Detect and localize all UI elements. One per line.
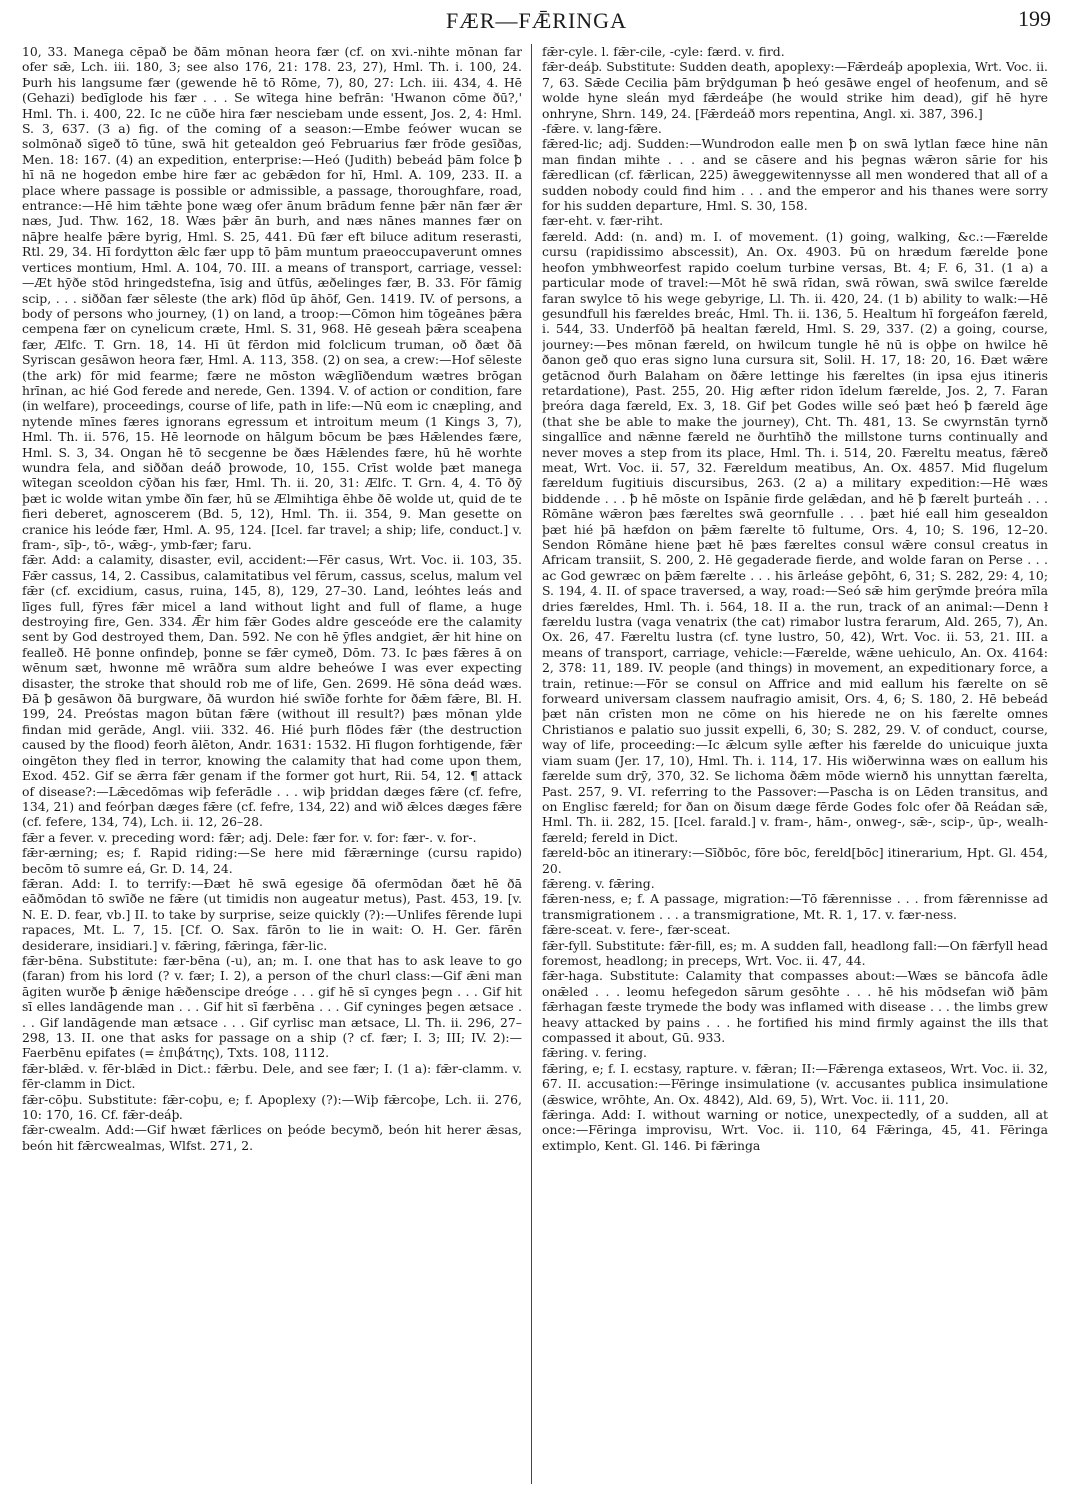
dictionary-entry: fǣringa. Add: I. without warning or notice, unexpectedly, of a sudden, all at once:—Fēringa improvisu, Wrt. Voc. ii. 110, 64 Fǣringa, 45, 41. Fēringa extimplo, Kent. Gl. 146. Þi fǣringa [542,1107,1048,1153]
dictionary-entry: fǣr-cōþu. Substitute: fǣr-coþu, e; f. Apoplexy (?):—Wiþ fǣrcoþe, Lch. ii. 276, 10: 170, 16. Cf. fǣr-deáþ. [22,1091,522,1123]
dictionary-entry: fǣr-bēna. Substitute: fær-bēna (-u), an; m. I. one that has to ask leave to go (faran) from his lord (? v. fær; I. 2), a person of the churl class:—Gif ǣni man āgiten wurðe ꝥ ǣnige hǣðenscipe dreóge . . . gif hē sī cynges þegn . . . Gif hit sī elles landāgende man . . . Gif hit sī færbēna . . . Gif cyninges þegen ætsace . . . Gif landāgende man ætsace . . . Gif cyrlisc man ætsace, Ll. Th. ii. 296, 27–298, 13. II. one that asks for passage on a ship (? cf. fær; I. 3; III; IV. 2):—Faerbēnu epifates (= ἐπιβάτης), Txts. 108, 1112. [22,952,522,1061]
dictionary-entry: fǣr-deáþ. Substitute: Sudden death, apoplexy:—Fǣrdeáþ apoplexia, Wrt. Voc. ii. 7, 63. Sǣde Cecilia þām brȳdguman ꝥ heó gesāwe engel of heofenum, and sē wolde hyne sleán myd fǣrdeáþe (he would strike him dead), gif hē hyre onhryne, Shrn. 149, 24. [Fǣrdeáð mors repentina, Angl. xi. 387, 396.] [542,59,1048,121]
dictionary-entry: -fǣre. v. lang-fǣre. [542,121,662,137]
entry-continuation: 10, 33. Manega cēpað be ðām mōnan heora fær (cf. on xvi.-nihte mōnan far ofer sǣ, Lch. iii. 180, 3; see also 176, 21: 178. 23, 27), Hml. Th. i. 100, 24. Þurh his langsume fær (gewende hē tō Rōme, 7), 80, 27: Lch. iii. 434, 4. Hē (Gehazi) bedīglode his fær . . . Se wītega hine befrān: 'Hwanon cōme ðū?,' Hml. Th. i. 400, 22. Ic ne cūðe hira fær nesciebam unde essent, Jos. 2, 4: Hml. S. 3, 637. (3 a) fig. of the coming of a season:—Embe feówer wucan se solmōnað sīgeð tō tūne, swā hit getealdon geó Februarius fær frōde gesīðas, Men. 18: 167. (4) an expedition, enterprise:—Heó (Judith) bebeád þām folce ꝥ hī nā ne hogedon embe hire fær ac gebǣdon for hī, Hml. A. 109, 233. II. a place where passage is possible or admissible, a passage, thoroughfare, road, entrance:—Hē him tǣhte þone wæg ofer ānum brādum fenne þǣr nān fær ǣr næs, Jud. Thw. 162, 18. Wæs þǣr ān burh, and næs nānes mannes fær on nāþre healfe þǣre byrig, Hml. S. 25, 441. Ðū fær eft biluce aditum reserasti, Rtl. 29, 34. Hī fordytton ǣlc fær upp tō þām muntum praeoccupaverunt omnes vertices montium, Hml. A. 104, 70. III. a means of transport, carriage, vessel:—Æt hȳðe stōd hringedstefna, īsig and ūtfūs, æðelinges fær, B. 33. Fōr fāmig scip, . . . siððan fær sēleste (the ark) flōd ūp āhōf, Gen. 1419. IV. of persons, a body of persons who journey, (1) on land, a troop:—Cōmon him tōgeānes þǣra cempena fær on cynelicum cræte, Hml. S. 31, 968. Hē geseah þǣra sceaþena fær, Ælfc. T. Grn. 18, 14. Hī ūt fērdon mid folclicum truman, oð ðæt ðā Syriscan gesāwon heora fær, Hml. A. 113, 358. (2) on sea, a crew:—Hof sēleste (the ark) fōr mid fearme; fære ne mōston wǣglīðendum wætres brōgan hrīnan, ac hié God ferede and nerede, Gen. 1394. V. of action or condition, fare (in welfare), proceedings, course of life, path in life:—Nū eom ic cnæpling, and nytende mīnes færes ignorans egressum et introitum meum (1 Kings 3, 7), Hml. Th. ii. 576, 15. Hē leornode on hālgum bōcum be þæs Hǣlendes fære, Hml. S. 3, 34. Ongan hē tō secgenne be ðæs Hǣlendes fære, hū hē worhte wundra fela, and siððan deáð þrowode, 10, 155. Crīst wolde þæt manega wītegan sceoldon cȳðan his fær, Hml. Th. ii. 20, 31: Ælfc. T. Grn. 4, 4. Tō ðȳ þæt ic wolde witan ymbe ðīn fær, hū se Ælmihtiga ēhbe ðē wolde ut, quid de te fieri deberet, agnoscerem (Bd. 5, 12), Hml. Th. ii. 354, 9. Man gesette on cranice his leóde fær, Hml. A. 95, 124. [Icel. far travel; a ship; life, conduct.] v. fram-, sīþ-, tō-, wǣg-, ymb-fær; faru. [22,44,522,552]
left-column [22,44,522,1484]
running-head: FÆR—FǢRINGA [446,8,627,33]
dictionary-entry: fǣr. Add: a calamity, disaster, evil, accident:—Fēr casus, Wrt. Voc. ii. 103, 35. Fǣr cassus, 14, 2. Cassibus, calamitatibus vel fērum, cassus, scelus, malum vel fǣr (cf. excidium, casus, ruina, 145, 8), 129, 27–30. Land, leóhtes leás and līges full, fȳres fǣr micel a land without light and full of flame, a huge destroying fire, Gen. 334. Ǣr him fǣr Godes aldre gesceóde ere the calamity sent by God destroyed them, Dan. 592. Ne con hē ȳfles andgiet, ǣr hit hine on fealleð. Hē þonne onfindeþ, þonne se fǣr cymeð, Dōm. 73. Ic þæs fǣres ā on wēnum sæt, hwonne mē wrāðra sum aldre beheówe I was ever expecting disaster, the stroke that should rob me of life, Gen. 2699. Hē sōna deád wæs. Ðā ꝥ gesāwon ðā burgware, ðā wurdon hié swīðe forhte for ðǣm fǣre, Bl. H. 199, 24. Preóstas magon būtan fǣre (without ill result?) þæs mōnan ylde findan mid gerāde, Angl. viii. 332. 46. Hié þurh flōdes fǣr (the destruction caused by the flood) feorh ālēton, Andr. 1631: 1532. Hī flugon forhtigende, fǣr oingēton they fled in terror, knowing the calamity that had come upon them, Exod. 452. Gif se ǣrra fǣr genam if the former got hurt, Rii. 54, 12. ¶ attack of disease?:—Lǣcedōmas wiþ feferādle . . . wiþ þriddan dæges fǣre (cf. fefre, 134, 21) and feórþan dæges fǣre (cf. fefre, 134, 22) and wið ǣlces dæges fǣre (cf. fefere, 134, 74), Lch. ii. 12, 26–28. [22,552,522,830]
dictionary-entry: fǣred-lic; adj. Sudden:—Wundrodon ealle men ꝥ on swā lytlan fæce hine nān man findan mihte . . . and se cāsere and his þegnas wǣron sārie for his fǣredlican (cf. fǣrlican, 225) āweggewitennysse all men wondered that all of a sudden nobody could find him . . . and the emperor and his thanes were sorry for his sudden departure, Hml. S. 30, 158. [542,136,1048,214]
dictionary-entry: fær-eht. v. fær-riht. [542,213,664,229]
dictionary-entry: fǣr-haga. Substitute: Calamity that compasses about:—Wæs se bāncofa ādle onǣled . . . leomu hefegedon sārum gesōhte . . . hē his mōdsefan wið þām fǣrhagan fæste trymede the body was inflamed with disease . . . the limbs grew heavy attacked by pains . . . he fortified his mind firmly against the ills that compassed it about, Gū. 933. [542,968,1048,1045]
page-number: 199 [1018,6,1051,31]
dictionary-entry: fǣren-ness, e; f. A passage, migration:—Tō fǣrennisse . . . from fǣrennisse ad transmigrationem . . . a transmigratione, Mt. R. 1, 17. v. fær-ness. [542,891,1048,922]
page-header [0,4,1073,36]
dictionary-entry: fǣr-cyle. l. fǣr-cile, -cyle: færd. v. fird. [542,44,785,59]
dictionary-entry: færeld. Add: (n. and) m. I. of movement. (1) going, walking, &c.:—Færelde cursu (rapidissimo abscessit), An. Ox. 4903. Þū on hrædum færelde þone heofon ymbhweorfest rapido coelum turbine versas, Bt. 4; F. 6, 31. (1 a) a particular mode of travel:—Mōt hē swā rīdan, swā rōwan, swā swilce færelde faran swylce tō his wege gebyrige, Ll. Th. ii. 420, 24. (1 b) ability to walk:—Hē gesundfull his færeldes breác, Hml. Th. ii. 136, 5. Healtum hī forgeáfon færeld, i. 544, 33. Underfōð þā healtan færeld, Hml. S. 29, 337. (2) a going, course, journey:—Þes mōnan færeld, on hwilcum tungle hē nū is oþþe on hwilce hē ðanon geð quo eras signo luna cursura sit, Solil. H. 17, 18: 20, 16. Ðæt wǣre getācnod ðurh Balaham on ðǣre lettinge his færeltes (in ipsa ejus itineris retardatione), Past. 255, 20. Hig æfter ridon īdelum færelde, Jos. 2, 7. Faran þreóra daga færeld, Ex. 3, 18. Gif þet Godes wille seó þæt heó ꝥ færeld āge (that she be able to make the journey), Cht. Th. 481, 13. Se cwyrnstān tyrnð singallīce and nǣnne færeld ne ðurhtīhð the millstone turns continually and never moves a step from its place, Hml. Th. i. 514, 20. Færeltu meatus, fǣreð meat, Wrt. Voc. ii. 57, 32. Færeldum meatibus, An. Ox. 4857. Mid flugelum færeldum fugitiuis discursibus, 263. (2 a) a military expedition:—Hē wæs biddende . . . ꝥ hē mōste on Ispānie firde gelǣdan, and hē ꝥ færelt þurteáh . . . Rōmāne wǣron þæs færeltes swā geornfulle . . . þæt hié eall him gesealdon þæt hié þā hæfdon on þǣm færelte tō fultume, Ors. 4, 10; S. 196, 12–20. Sendon Rōmāne hiene þæt hē þæs færeltes consul wǣre consul creatus in Africam transiit, S. 200, 2. Hē gegaderade fierde, and wolde faran on Perse . . . ac God gewræc on þǣm færelte . . . his ārleáse geþōht, 6, 31; S. 282, 29: 4, 10; S. 194, 4. II. of space traversed, a way, road:—Seó sǣ him gerȳmde þreóra mīla dries færeldes, Hml. Th. i. 564, 18. II a. the run, track of an animal:—Denn ł færeldu lustra (vaga venatrix (the cat) rimabor lustra ferarum, Ald. 265, 7), An. Ox. 26, 47. Færeltu lustra (cf. tyne lustro, 50, 42), Wrt. Voc. ii. 53, 21. III. a means of transport, carriage, vehicle:—Færelde, wǣne uehiculo, An. Ox. 4164: 2, 378: 11, 189. IV. people (and things) in movement, an expeditionary force, a train, retinue:—Fōr se consul on Affrice and mid eallum his færelte on sē forweard universam classem naufragio amisit, Ors. 4, 6; S. 180, 2. Hē bebeád þæt nān crīsten mon ne cōme on his hierede ne on his færelte omnes Christianos e palatio suo jussit expelli, 6, 30; S. 282, 29. V. of conduct, course, way of life, proceeding:—Ic ǣlcum sylle æfter his færelde do unicuique juxta viam suam (Jer. 17, 10), Hml. Th. i. 114, 17. His wiðerwinna wæs on eallum his færelde sum drȳ, 370, 32. Se lichoma ðǣm mōde wiernð his unnyttan færelta, Past. 257, 9. VI. referring to the Passover:—Pascha is on Lēden transitus, and on Englisc færeld; for ðan on ðisum dæge fērde Godes folc ofer ðā Reádan sǣ, Hml. Th. ii. 282, 15. [Icel. farald.] v. fram-, hām-, onweg-, sǣ-, scip-, ūp-, wealh-færeld; fereld in Dict. [542,228,1048,845]
dictionary-entry: fǣring. v. fering. [542,1045,647,1061]
dictionary-entry: fǣring, e; f. I. ecstasy, rapture. v. fǣran; II:—Fǣrenga extaseos, Wrt. Voc. ii. 32, 67. II. accusation:—Fēringe insimulatione (v. accusantes publica insimulatione (ǣswice, wrōhte, An. Ox. 4842), Ald. 69, 5), Wrt. Voc. ii. 111, 20. [542,1060,1048,1107]
dictionary-entry: fǣr-fyll. Substitute: fǣr-fill, es; m. A sudden fall, headlong fall:—On fǣrfyll head foremost, headlong; in preceps, Wrt. Voc. ii. 47, 44. [542,937,1048,968]
dictionary-entry: fǣr-ærning; es; f. Rapid riding:—Se here mid fǣrærninge (cursu rapido) becōm tō sumre eá, Gr. D. 14, 24. [22,845,522,876]
dictionary-entry: fǣre-sceat. v. fere-, fær-sceat. [542,922,731,938]
dictionary-entry: fǣreng. v. fǣring. [542,875,655,891]
right-column [542,44,1048,1484]
column-divider [531,44,532,1484]
dictionary-entry: færeld-bōc an itinerary:—Sīðbōc, fōre bōc, fereld[bōc] itinerarium, Hpt. Gl. 454, 20. [542,845,1048,876]
dictionary-entry: fǣr-blǣd. v. fēr-blǣd in Dict.: fǣrbu. Dele, and see fær; I. (1 a): fǣr-clamm. v. fēr-clamm in Dict. [22,1060,522,1092]
dictionary-entry: fǣran. Add: I. to terrify:—Ðæt hē swā egesige ðā ofermōdan ðæt hē ðā eāðmōdan tō swīðe ne fǣre (ut timidis non augeatur metus), Past. 453, 19. [v. N. E. D. fear, vb.] II. to take by surprise, seize quickly (?):—Unlifes fērende lupi rapaces, Mt. L. 7, 15. [Cf. O. Sax. fārōn to lie in wait: O. H. Ger. fārēn desiderare, insidiari.] v. fǣring, fǣringa, fǣr-lic. [22,875,522,953]
dictionary-entry: fǣr-cwealm. Add:—Gif hwæt fǣrlices on þeóde becymð, beón hit herer ǣsas, beón hit fǣrcwealmas, Wlfst. 271, 2. [22,1122,522,1153]
dictionary-entry: fǣr a fever. v. preceding word: fǣr; adj. Dele: fær for. v. for: fær-. v. for-. [22,829,477,845]
